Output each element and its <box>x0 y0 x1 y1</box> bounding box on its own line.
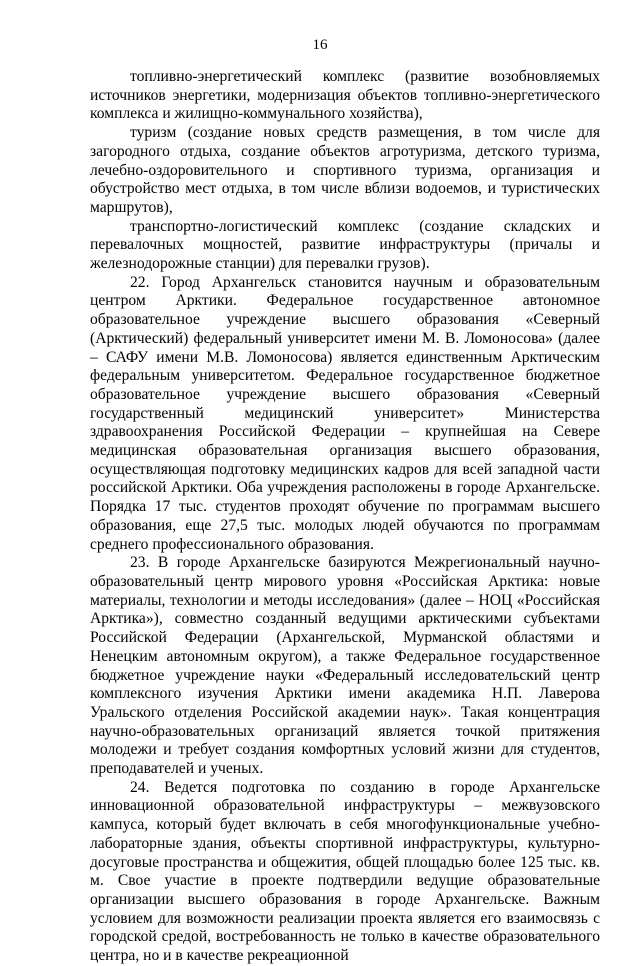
paragraph-23: 23. В городе Архангельске базируются Межрегиональный научно-образовательный центр мирового уровня «Российская Арктика: новые материалы, технологии и методы исследования» (далее – НОЦ «Российская Арктика»), совместно созданный ведущими арктическими субъектами Российской Федерации (Архангельской, Мурманской областями и Ненецким автономным округом), а также Федеральное государственное бюджетное учреждение науки «Федеральный исследовательский центр комплексного изучения Арктики имени академика Н.П. Лаверова Уральского отделения Российской академии наук». Такая концентрация научно-образовательных организаций является точкой притяжения молодежи и требует создания комфортных условий жизни для студентов, преподавателей и ученых. <box>90 554 600 778</box>
page-body <box>90 68 600 966</box>
paragraph-fuel-energy: топливно-энергетический комплекс (развитие возобновляемых источников энергетики, модернизация объектов топливно-энергетического комплекса и жилищно-коммунального хозяйства), <box>90 68 600 123</box>
paragraph-24: 24. Ведется подготовка по созданию в городе Архангельске инновационной образовательной инфраструктуры – межвузовского кампуса, который будет включать в себя многофункциональные учебно-лабораторные здания, объекты спортивной инфраструктуры, культурно-досуговые пространства и общежития, общей площадью более 125 тыс. кв. м. Свое участие в проекте подтвердили ведущие образовательные организации высшего образования в городе Архангельске. Важным условием для возможности реализации проекта является его взаимосвязь с городской средой, востребованность не только в качестве образовательного центра, но и в качестве рекреационной <box>90 778 600 965</box>
paragraph-tourism: туризм (создание новых средств размещения, в том числе для загородного отдыха, создание объектов агротуризма, детского туризма, лечебно-оздоровительного и спортивного туризма, организация и обустройство мест отдыха, в том числе вблизи водоемов, и туристических маршрутов), <box>90 124 600 216</box>
page-number: 16 <box>312 37 328 53</box>
paragraph-22: 22. Город Архангельск становится научным и образовательным центром Арктики. Федеральное государственное автономное образовательное учреждение высшего образования «Северный (Арктический) федеральный университет имени М. В. Ломоносова» (далее – САФУ имени М.В. Ломоносова) является единственным Арктическим федеральным университетом. Федеральное государственное бюджетное образовательное учреждение высшего образования «Северный государственный медицинский университет» Министерства здравоохранения Российской Федерации – крупнейшая на Севере медицинская образовательная организация высшего образования, осуществляющая подготовку медицинских кадров для всей западной части российской Арктики. Оба учреждения расположены в городе Архангельске. Порядка 17 тыс. студентов проходят обучение по программам высшего образования, еще 27,5 тыс. молодых людей обучаются по программам среднего профессионального образования. <box>90 273 600 553</box>
paragraph-transport-logistics: транспортно-логистический комплекс (создание складских и перевалочных мощностей, развитие инфраструктуры (причалы и железнодорожные станции) для перевалки грузов). <box>90 217 600 273</box>
